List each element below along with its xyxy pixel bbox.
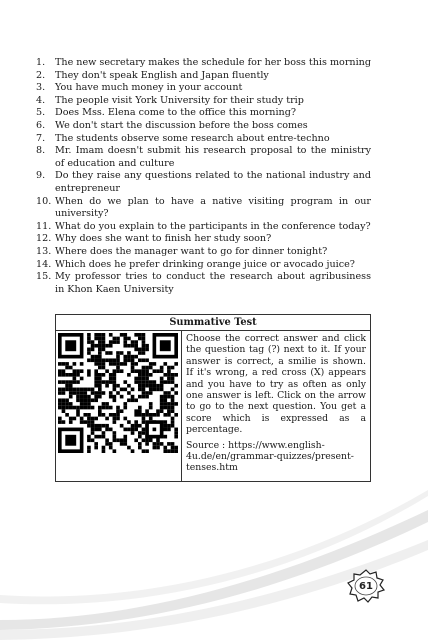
decorative-swoosh [0, 470, 428, 640]
list-item-text: Which does he prefer drinking orange juice or avocado juice? [55, 258, 355, 270]
list-item-number: 2. [36, 69, 46, 81]
list-item-number: 5. [36, 107, 46, 119]
list-item [36, 57, 371, 70]
list-item-number: 4. [36, 94, 46, 106]
qr-code-image[interactable] [58, 333, 178, 453]
list-item-number: 1. [36, 57, 46, 68]
list-item-text: The new secretary makes the schedule for her boss this morning [55, 57, 371, 68]
list-item-number: 8. [36, 145, 46, 157]
list-item [36, 107, 371, 120]
list-item-text: The people visit York University for their study trip [55, 94, 304, 106]
list-item-text: The students observe some research about entre-techno [55, 132, 330, 144]
list-item-number: 13. [36, 245, 52, 257]
list-item-text: Do they raise any questions related to the national industry and entrepreneur [55, 170, 371, 194]
page-number: 61 [359, 580, 373, 592]
list-item [36, 196, 371, 221]
list-item-text: Why does she want to finish her study soon? [55, 233, 272, 245]
list-item [36, 246, 371, 259]
list-item [36, 120, 371, 133]
list-item [36, 82, 371, 95]
list-item-number: 6. [36, 119, 46, 131]
list-item-number: 3. [36, 82, 46, 94]
list-item [36, 70, 371, 83]
list-item [36, 259, 371, 272]
list-item [36, 271, 371, 296]
list-item [36, 145, 371, 170]
list-item-text: They don't speak English and Japan fluently [55, 69, 269, 81]
list-item-text: Where does the manager want to go for dinner tonight? [55, 245, 328, 257]
summative-text-cell [182, 331, 370, 481]
list-item-text: Does Mss. Elena come to the office this morning? [55, 107, 297, 119]
summative-test-box [55, 314, 371, 482]
qr-code-cell [56, 331, 182, 481]
exercise-list [36, 57, 371, 296]
list-item-text: When do we plan to have a native visiting program in our university? [55, 195, 371, 220]
list-item [36, 221, 371, 234]
list-item-text: We don't start the discussion before the boss comes [55, 119, 308, 131]
list-item [36, 133, 371, 146]
list-item [36, 170, 371, 195]
list-item-number: 11. [36, 220, 52, 232]
summative-test-title: Summative Test [56, 315, 370, 331]
list-item-text: What do you explain to the participants in the conference today? [55, 220, 371, 232]
list-item [36, 233, 371, 246]
list-item-number: 9. [36, 170, 46, 182]
list-item [36, 95, 371, 108]
list-item-number: 15. [36, 271, 52, 283]
list-item-number: 12. [36, 233, 52, 245]
list-item-text: Mr. Imam doesn't submit his research proposal to the ministry of education and culture [55, 145, 371, 169]
list-item-number: 14. [36, 258, 52, 270]
summative-source-link[interactable]: Source : https://www.english-4u.de/en/grammar-quizzes/present-tenses.htm [186, 439, 354, 474]
list-item-number: 10. [36, 195, 52, 207]
summative-instructions: Choose the correct answer and click the question tag (?) next to it. If your answer is correct, a smilie is shown. If it's wrong, a red cross (X) appears and you have to try as often as only one answer is left. Click on the arrow to go to the next question. You get a score which is expressed as a percentage. [186, 333, 366, 436]
list-item-text: My professor tries to conduct the research about agribusiness in Khon Kaen University [55, 271, 371, 295]
list-item-number: 7. [36, 132, 46, 144]
list-item-text: You have much money in your account [55, 82, 243, 94]
